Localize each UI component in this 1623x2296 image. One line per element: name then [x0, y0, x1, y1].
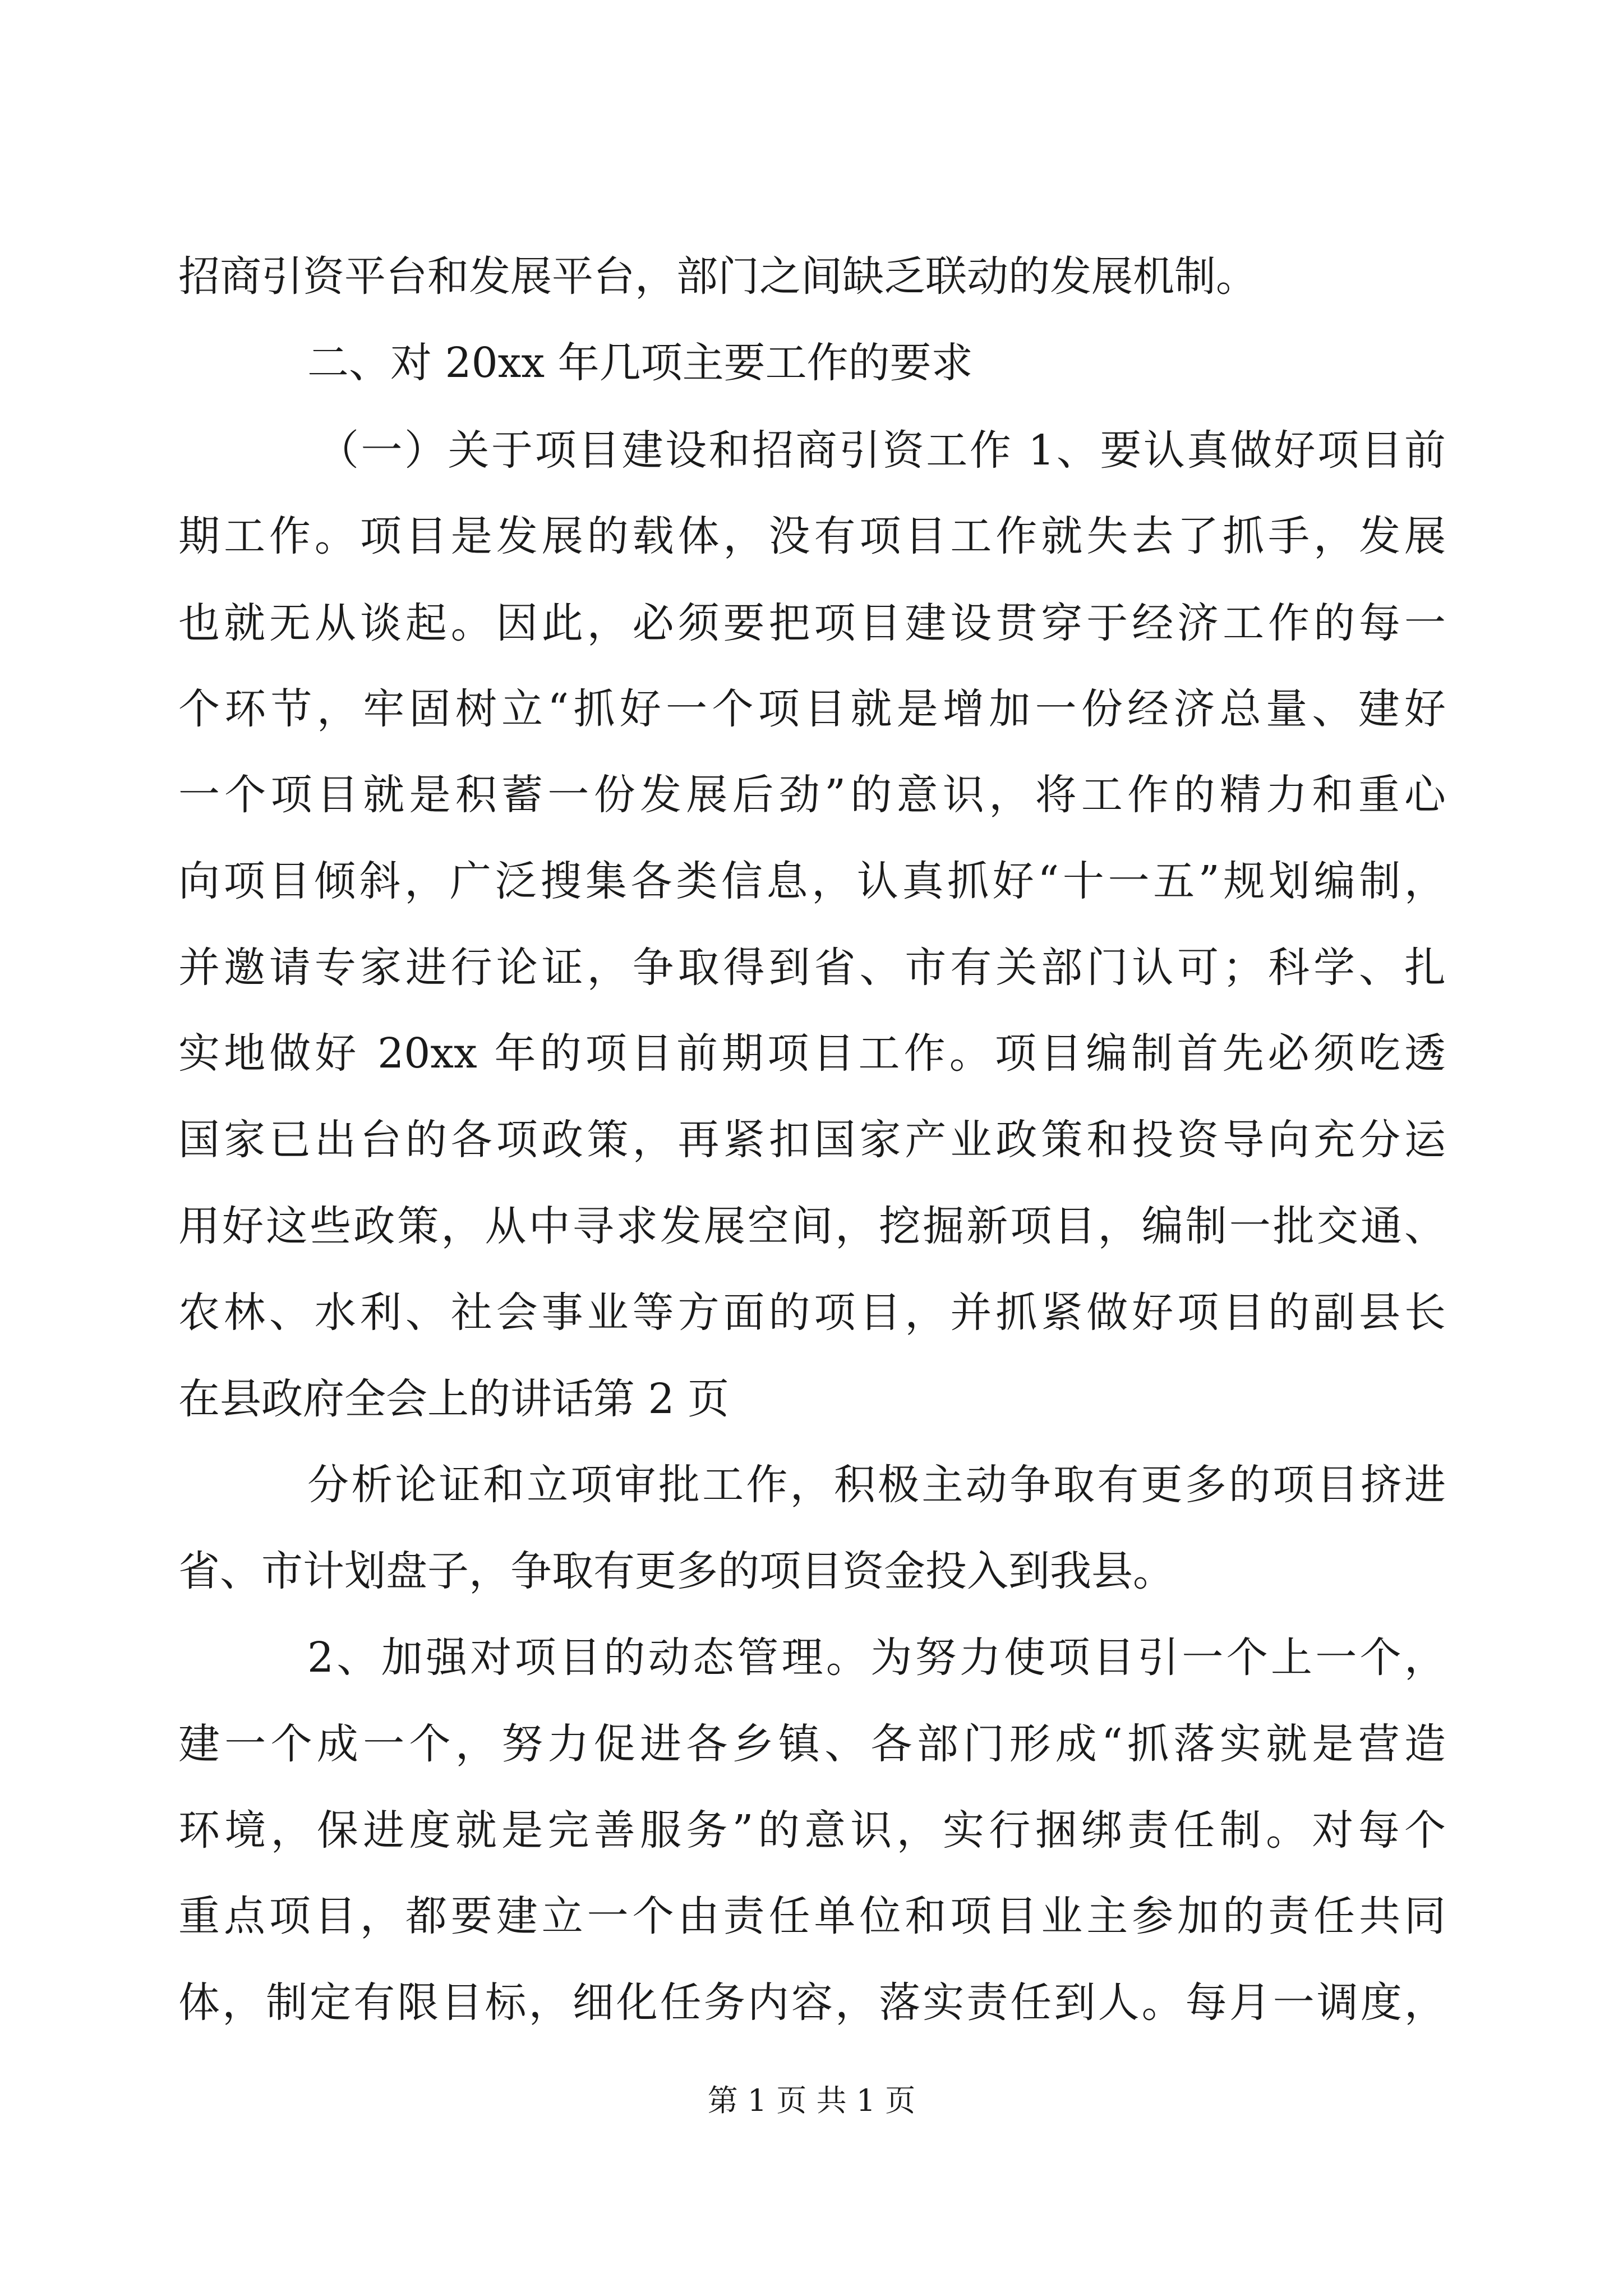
text-line-6: 个环节，牢固树立“抓好一个项目就是增加一份经济总量、建好: [178, 684, 1446, 733]
text-line-10: 实地做好 20xx 年的项目前期项目工作。项目编制首先必须吃透: [178, 1029, 1446, 1078]
text-line-3: （一）关于项目建设和招商引资工作 1、要认真做好项目前: [317, 426, 1446, 475]
page-footer: 第 1 页 共 1 页: [707, 2083, 916, 2118]
text-line-18: 建一个成一个，努力促进各乡镇、各部门形成“抓落实就是营造: [178, 1719, 1446, 1768]
text-line-15: 分析论证和立项审批工作，积极主动争取有更多的项目挤进: [307, 1461, 1446, 1510]
text-line-21: 体，制定有限目标，细化任务内容，落实责任到人。每月一调度，: [178, 1978, 1446, 2027]
text-line-12: 用好这些政策，从中寻求发展空间，挖掘新项目，编制一批交通、: [178, 1202, 1446, 1250]
text-line-4: 期工作。项目是发展的载体，没有项目工作就失去了抓手，发展: [178, 512, 1446, 560]
text-line-9: 并邀请专家进行论证，争取得到省、市有关部门认可；科学、扎: [178, 944, 1446, 992]
text-line-7: 一个项目就是积蓄一份发展后劲”的意识，将工作的精力和重心: [178, 771, 1446, 820]
section-heading: 二、对 20xx 年几项主要工作的要求: [307, 339, 973, 388]
text-line-11: 国家已出台的各项政策，再紧扣国家产业政策和投资导向充分运: [178, 1115, 1446, 1164]
text-line-19: 环境，保进度就是完善服务”的意识，实行捆绑责任制。对每个: [178, 1806, 1446, 1855]
text-line-13: 农林、水利、社会事业等方面的项目，并抓紧做好项目的副县长: [178, 1288, 1446, 1337]
text-line-20: 重点项目，都要建立一个由责任单位和项目业主参加的责任共同: [178, 1892, 1446, 1940]
text-line-16: 省、市计划盘子，争取有更多的项目资金投入到我县。: [178, 1547, 1174, 1596]
text-line-17: 2、加强对项目的动态管理。为努力使项目引一个上一个，: [307, 1634, 1446, 1682]
text-line-8: 向项目倾斜，广泛搜集各类信息，认真抓好“十一五”规划编制，: [178, 857, 1446, 906]
text-line-14: 在县政府全会上的讲话第 2 页: [178, 1374, 730, 1423]
text-line-5: 也就无从谈起。因此，必须要把项目建设贯穿于经济工作的每一: [178, 599, 1446, 647]
text-line-1: 招商引资平台和发展平台，部门之间缺乏联动的发展机制。: [178, 252, 1257, 301]
